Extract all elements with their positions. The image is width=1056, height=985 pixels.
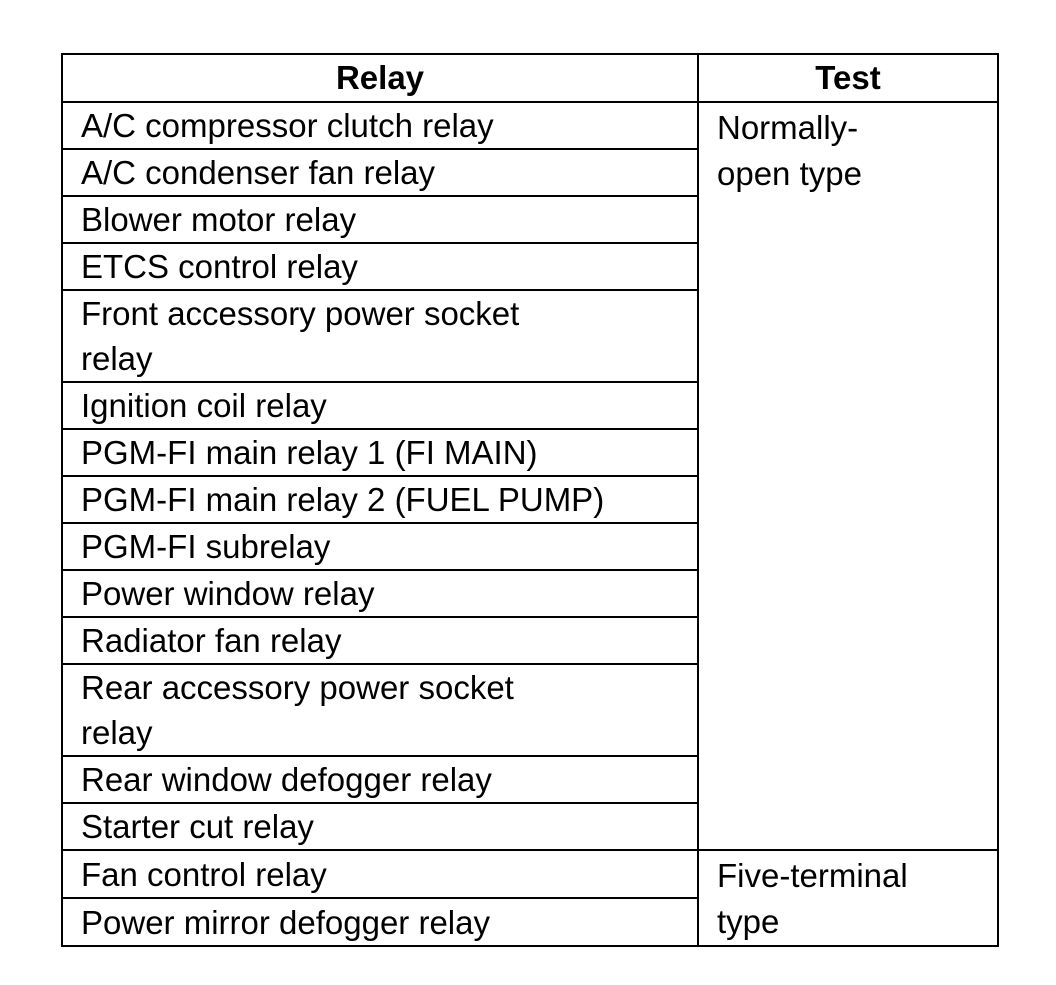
relay-name: Power window relay xyxy=(62,570,698,617)
relay-name-line: Front accessory power socket xyxy=(81,295,520,332)
relay-name: ETCS control relay xyxy=(62,243,698,290)
test-type-line: Five-terminal xyxy=(717,857,908,894)
relay-name-line: Rear accessory power socket xyxy=(81,669,514,706)
test-type-normally-open xyxy=(698,102,998,850)
test-type-line: Normally- xyxy=(717,109,859,146)
test-type-line: open type xyxy=(717,155,862,192)
relay-name: Radiator fan relay xyxy=(62,617,698,664)
test-column-header: Test xyxy=(698,54,998,102)
relay-name: A/C compressor clutch relay xyxy=(62,102,698,149)
table-header-row xyxy=(62,54,998,102)
relay-name: Rear window defogger relay xyxy=(62,756,698,803)
relay-name: Ignition coil relay xyxy=(62,382,698,429)
relay-test-table xyxy=(61,53,999,947)
relay-name: PGM-FI main relay 1 (FI MAIN) xyxy=(62,429,698,476)
relay-name: PGM-FI subrelay xyxy=(62,523,698,570)
test-type-five-terminal xyxy=(698,850,998,946)
table-row xyxy=(62,850,998,898)
relay-column-header: Relay xyxy=(62,54,698,102)
relay-name-line: relay xyxy=(81,340,153,377)
test-type-line: type xyxy=(717,903,780,940)
relay-name: Power mirror defogger relay xyxy=(62,898,698,946)
relay-name: Fan control relay xyxy=(62,850,698,898)
relay-name: Starter cut relay xyxy=(62,803,698,850)
table-row xyxy=(62,102,998,149)
relay-name xyxy=(62,290,698,382)
relay-name: A/C condenser fan relay xyxy=(62,149,698,196)
relay-name: Blower motor relay xyxy=(62,196,698,243)
relay-name xyxy=(62,664,698,756)
relay-name: PGM-FI main relay 2 (FUEL PUMP) xyxy=(62,476,698,523)
relay-name-line: relay xyxy=(81,714,153,751)
